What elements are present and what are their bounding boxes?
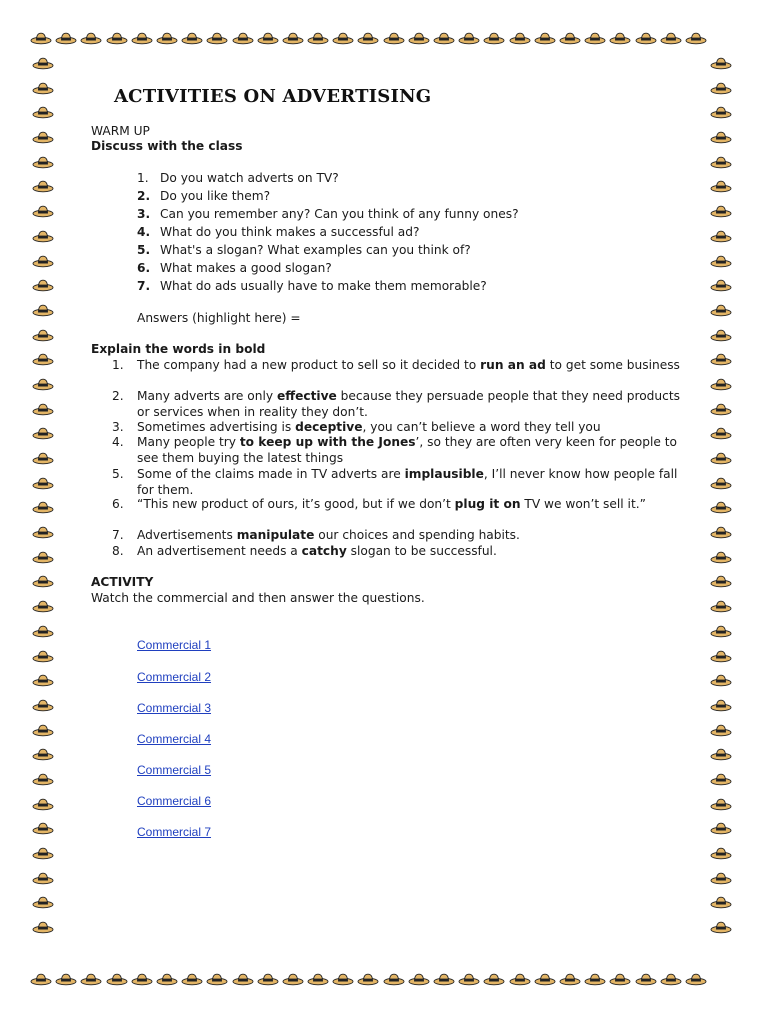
- commercial-link-2[interactable]: Commercial 2: [137, 670, 212, 684]
- sentence-text: Some of the claims made in TV adverts are: [137, 467, 405, 481]
- sentence-text: , you can’t believe a word they tell you: [362, 420, 601, 434]
- sentence-text: to get some business: [545, 358, 680, 372]
- item-sentence: [137, 389, 682, 420]
- warmup-subheading: Discuss with the class: [91, 139, 243, 153]
- target-phrase: catchy: [301, 544, 347, 558]
- question-number: 4.: [137, 225, 151, 239]
- sentence-text: because they persuade people that they need products or services when in reality they don’t.: [137, 389, 680, 419]
- target-phrase: effective: [276, 389, 337, 403]
- commercial-link-5[interactable]: Commercial 5: [137, 763, 212, 777]
- question-text: Do you watch adverts on TV?: [160, 171, 339, 185]
- question-text: Do you like them?: [160, 189, 271, 203]
- target-phrase: deceptive: [295, 420, 363, 434]
- page-title: ACTIVITIES ON ADVERTISING: [114, 86, 432, 107]
- sentence-text: , I’ll never know how people fall for them.: [137, 467, 678, 497]
- commercial-link-6[interactable]: Commercial 6: [137, 794, 212, 808]
- sentence-text: The company had a new product to sell so it decided to: [137, 358, 481, 372]
- question-text: Can you remember any? Can you think of any funny ones?: [160, 207, 519, 221]
- commercial-link-3[interactable]: Commercial 3: [137, 701, 212, 715]
- sentence-text: “This new product of ours, it’s good, but if we don’t: [137, 497, 455, 511]
- item-sentence: [137, 497, 682, 513]
- warmup-question: [137, 171, 339, 186]
- sentence-text: Many adverts are only: [137, 389, 277, 403]
- warmup-question: [137, 261, 332, 276]
- item-number: 1.: [112, 358, 124, 372]
- item-number: 8.: [112, 544, 124, 558]
- item-number: 2.: [112, 389, 124, 403]
- question-text: What do you think makes a successful ad?: [160, 225, 420, 239]
- question-number: 5.: [137, 243, 151, 257]
- activity-heading: ACTIVITY: [91, 575, 154, 589]
- sentence-text: Advertisements: [137, 528, 237, 542]
- sentence-text: Many people try: [137, 435, 240, 449]
- warmup-question: [137, 279, 487, 294]
- question-number: 2.: [137, 189, 151, 203]
- warmup-question: [137, 189, 270, 204]
- item-number: 7.: [112, 528, 124, 542]
- sentence-text: ’, so they are often very keen for people to see them buying the latest things: [137, 435, 677, 465]
- question-text: What makes a good slogan?: [160, 261, 332, 275]
- sentence-text: slogan to be successful.: [346, 544, 497, 558]
- vocabulary-heading: Explain the words in bold: [91, 342, 266, 356]
- item-number: 4.: [112, 435, 124, 449]
- warmup-heading: WARM UP: [91, 124, 150, 138]
- sentence-text: Sometimes advertising is: [137, 420, 296, 434]
- item-sentence: [137, 528, 682, 544]
- commercial-link-7[interactable]: Commercial 7: [137, 825, 212, 839]
- target-phrase: implausible: [404, 467, 484, 481]
- sentence-text: TV we won’t sell it.”: [520, 497, 646, 511]
- item-sentence: [137, 358, 682, 374]
- item-number: 5.: [112, 467, 124, 481]
- question-text: What do ads usually have to make them memorable?: [160, 279, 487, 293]
- question-text: What's a slogan? What examples can you think of?: [160, 243, 471, 257]
- commercial-link-1[interactable]: Commercial 1: [137, 638, 212, 652]
- target-phrase: run an ad: [480, 358, 546, 372]
- question-number: 3.: [137, 207, 151, 221]
- item-number: 3.: [112, 420, 124, 434]
- question-number: 6.: [137, 261, 151, 275]
- commercial-link-4[interactable]: Commercial 4: [137, 732, 212, 746]
- target-phrase: to keep up with the Jones: [239, 435, 416, 449]
- warmup-question: [137, 225, 419, 240]
- target-phrase: plug it on: [454, 497, 521, 511]
- warmup-question: [137, 207, 519, 222]
- item-sentence: [137, 420, 682, 436]
- sentence-text: An advertisement needs a: [137, 544, 302, 558]
- item-sentence: [137, 467, 682, 498]
- item-sentence: [137, 544, 682, 560]
- target-phrase: manipulate: [236, 528, 315, 542]
- sentence-text: our choices and spending habits.: [314, 528, 520, 542]
- question-number: 1.: [137, 171, 149, 185]
- answers-label: Answers (highlight here) =: [137, 311, 301, 325]
- item-sentence: [137, 435, 682, 466]
- activity-instruction: Watch the commercial and then answer the questions.: [91, 591, 425, 605]
- warmup-question: [137, 243, 471, 258]
- question-number: 7.: [137, 279, 151, 293]
- item-number: 6.: [112, 497, 124, 511]
